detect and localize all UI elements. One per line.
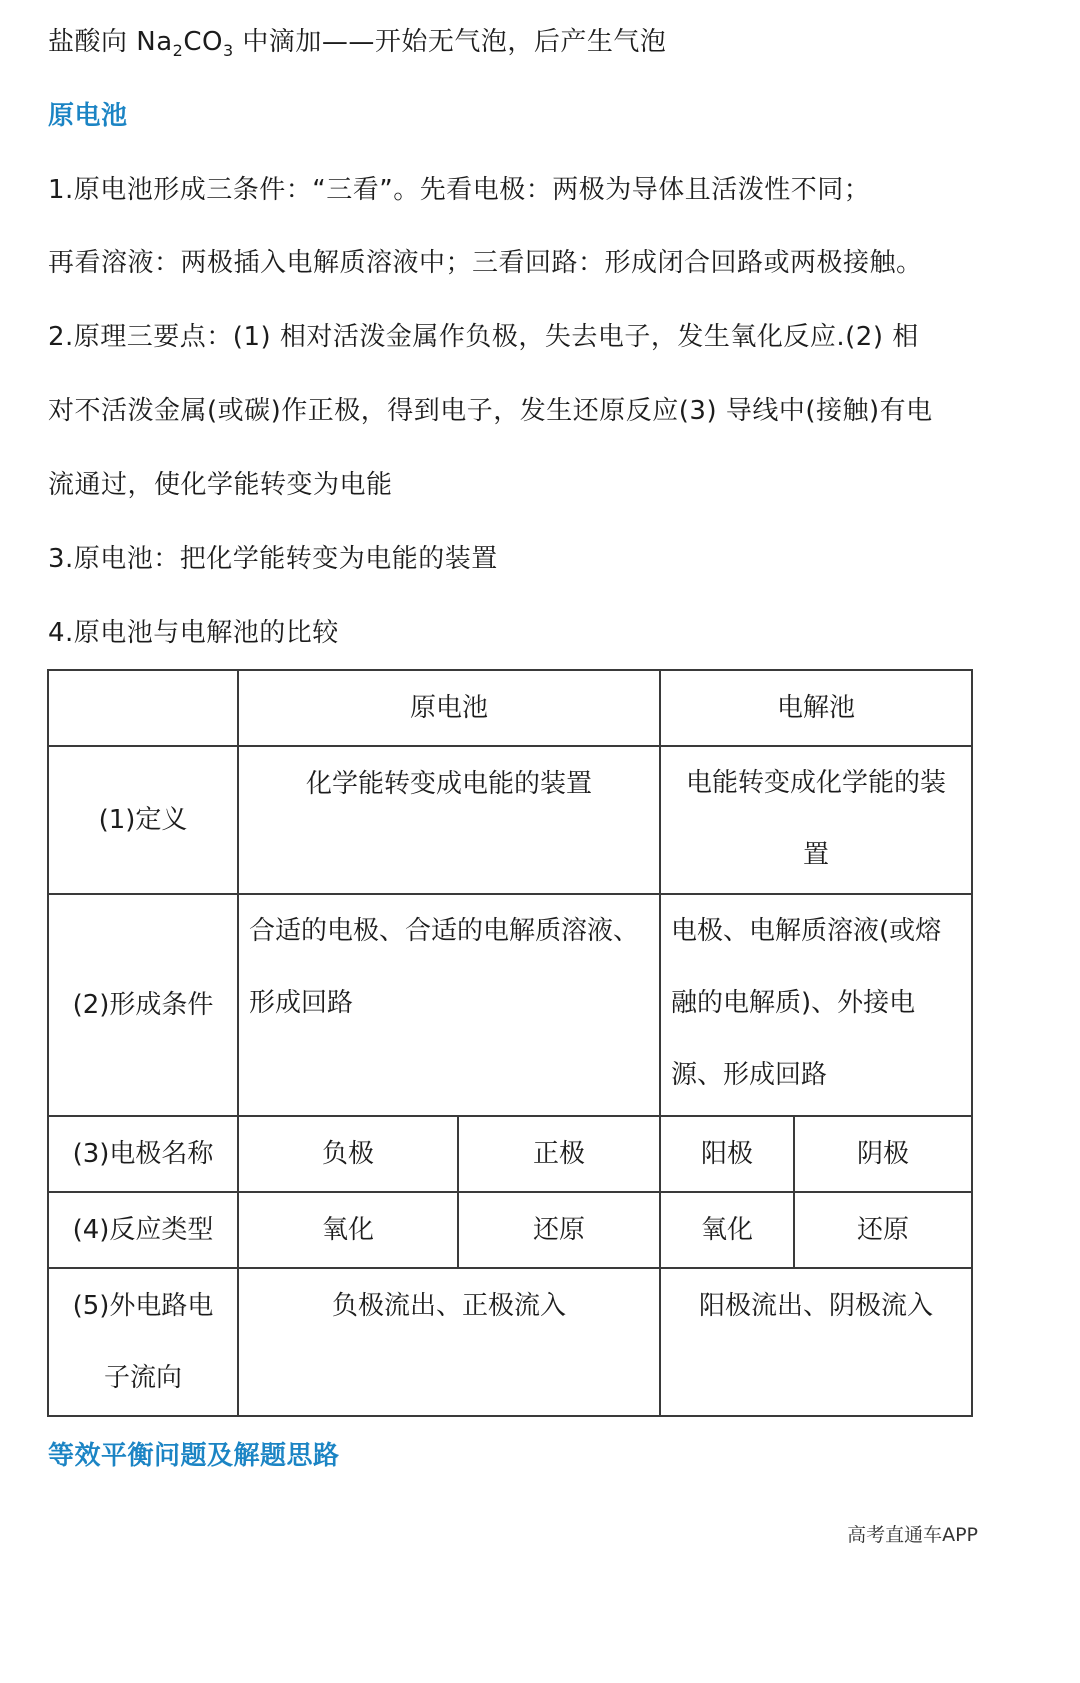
- section-heading-equilibrium: 等效平衡问题及解题思路: [48, 1441, 340, 1471]
- table-row: [48, 1268, 972, 1416]
- row-label-electron-flow: [48, 1268, 238, 1416]
- table-header-row: [48, 670, 972, 746]
- reaction-type-cell: 氧化: [660, 1192, 794, 1268]
- section-heading-galvanic-cell: 原电池: [48, 101, 128, 131]
- table-row: [48, 1192, 972, 1268]
- definition-galvanic: 化学能转变成电能的装置: [238, 746, 660, 894]
- app-watermark: 高考直通车APP: [847, 1524, 978, 1546]
- table-header-electrolytic: 电解池: [660, 670, 972, 746]
- definition-electrolytic: [660, 746, 972, 894]
- electron-flow-galvanic: 负极流出、正极流入: [238, 1268, 660, 1416]
- intro-mid: CO: [183, 27, 223, 57]
- conditions-electrolytic: [660, 894, 972, 1116]
- table-header-empty: [48, 670, 238, 746]
- conditions-galvanic-line: 合适的电极、合适的电解质溶液、: [249, 916, 640, 946]
- table-row: [48, 1116, 972, 1192]
- definition-electrolytic-line: 电能转变成化学能的装: [686, 768, 947, 798]
- electrode-name-cell: 正极: [458, 1116, 660, 1192]
- electron-flow-label-line: (5)外电路电: [72, 1291, 214, 1321]
- definition-electrolytic-line: 置: [803, 840, 830, 870]
- table-row: [48, 894, 972, 1116]
- electron-flow-electrolytic: 阳极流出、阴极流入: [660, 1268, 972, 1416]
- intro-sub-3: 3: [222, 41, 234, 61]
- reaction-type-cell: 还原: [794, 1192, 972, 1268]
- intro-line: [48, 26, 666, 67]
- row-label-electrode-names: (3)电极名称: [48, 1116, 238, 1192]
- reaction-type-cell: 还原: [458, 1192, 660, 1268]
- electrode-name-cell: 负极: [238, 1116, 458, 1192]
- comparison-table: [47, 669, 973, 1417]
- conditions-electrolytic-line: 融的电解质)、外接电: [671, 988, 916, 1018]
- conditions-galvanic-line: 形成回路: [249, 988, 354, 1018]
- table-row: [48, 746, 972, 894]
- row-label-reaction-types: (4)反应类型: [48, 1192, 238, 1268]
- intro-suffix: 中滴加——开始无气泡，后产生气泡: [233, 27, 667, 57]
- paragraph-line: 再看溶液：两极插入电解质溶液中；三看回路：形成闭合回路或两极接触。: [48, 248, 923, 278]
- conditions-electrolytic-line: 电极、电解质溶液(或熔: [671, 916, 942, 946]
- conditions-electrolytic-line: 源、形成回路: [671, 1060, 828, 1090]
- paragraph-line: 3.原电池：把化学能转变为电能的装置: [48, 544, 498, 574]
- table-header-galvanic: 原电池: [238, 670, 660, 746]
- intro-sub-2: 2: [172, 41, 184, 61]
- paragraph-line: 2.原理三要点：(1) 相对活泼金属作负极，失去电子，发生氧化反应.(2) 相: [48, 322, 919, 352]
- intro-prefix: 盐酸向 Na: [48, 27, 173, 57]
- paragraph-line: 4.原电池与电解池的比较: [48, 618, 339, 648]
- electrode-name-cell: 阴极: [794, 1116, 972, 1192]
- reaction-type-cell: 氧化: [238, 1192, 458, 1268]
- paragraph-line: 1.原电池形成三条件：“三看”。先看电极：两极为导体且活泼性不同；: [48, 175, 871, 205]
- paragraph-line: 流通过，使化学能转变为电能: [48, 470, 393, 500]
- row-label-definition: (1)定义: [48, 746, 238, 894]
- conditions-galvanic: [238, 894, 660, 1116]
- row-label-conditions: (2)形成条件: [48, 894, 238, 1116]
- electrode-name-cell: 阳极: [660, 1116, 794, 1192]
- electron-flow-label-line: 子流向: [103, 1363, 182, 1393]
- paragraph-line: 对不活泼金属(或碳)作正极，得到电子，发生还原反应(3) 导线中(接触)有电: [48, 396, 933, 426]
